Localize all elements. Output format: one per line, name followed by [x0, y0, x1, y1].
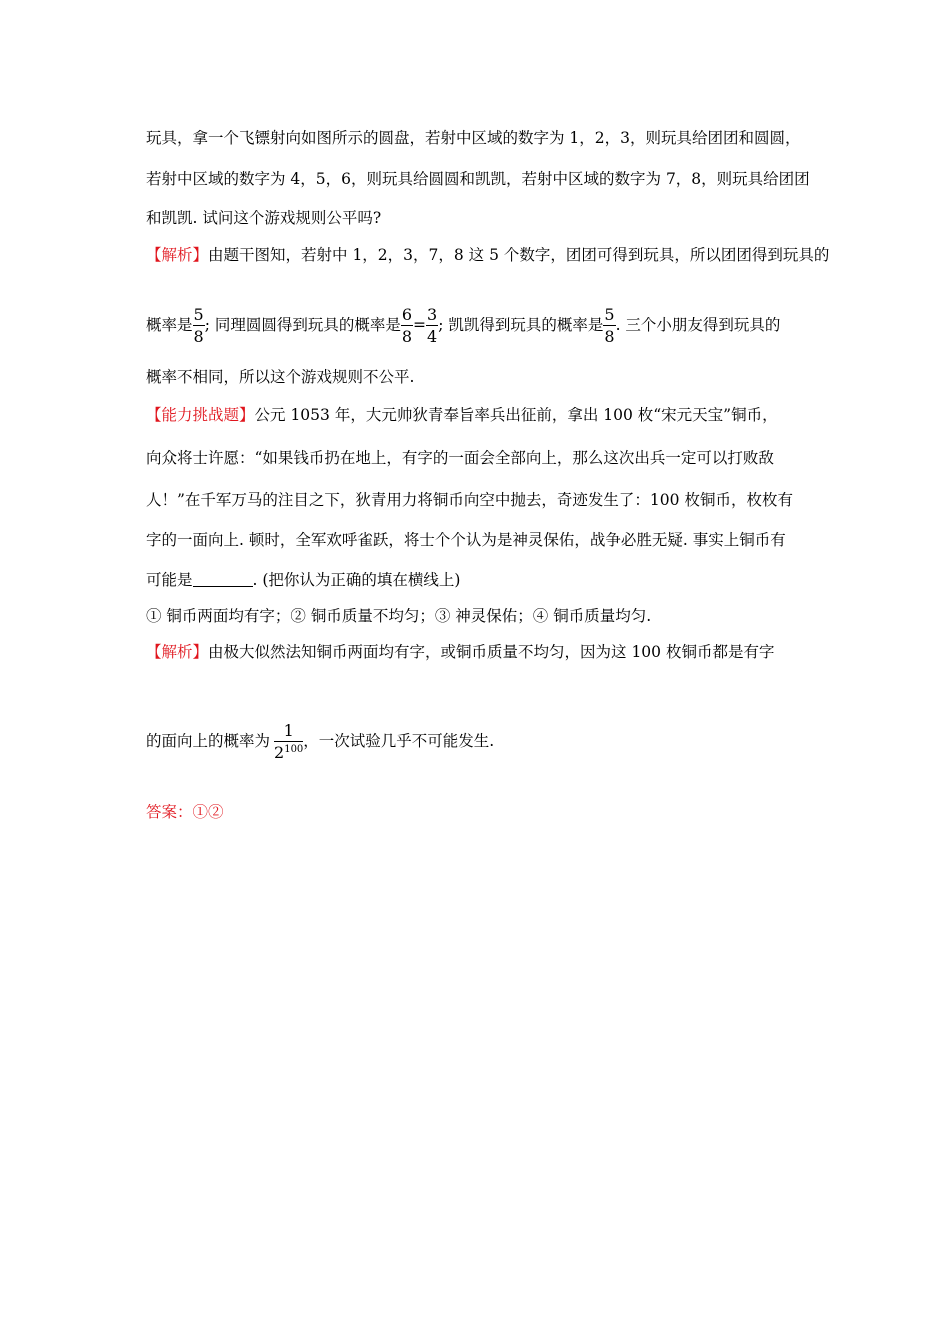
text-run: . 三个小朋友得到玩具的 — [615, 316, 781, 334]
answer-blank — [193, 572, 253, 587]
challenge-line-4: 字的一面向上. 顿时，全军欢呼雀跃，将士个个认为是神灵保佑，战争必胜无疑. 事实上铜币有 — [146, 531, 786, 549]
fraction-numerator: 1 — [274, 723, 303, 742]
challenge-line-1 — [146, 405, 778, 425]
fraction-denominator: 8 — [193, 327, 204, 346]
challenge-tag: 【能力挑战题】 — [146, 406, 255, 424]
text-run: 的面向上的概率为 — [146, 732, 271, 750]
answer-line: 答案：①② — [146, 803, 224, 821]
fraction-numerator: 6 — [401, 305, 413, 324]
solution1-text-1: 由题干图知，若射中 1，2，3，7，8 这 5 个数字，团团可得到玩具，所以团团得到玩具的 — [208, 246, 830, 264]
power-base: 2 — [274, 743, 285, 762]
challenge-text-1: 公元 1053 年，大元帅狄青奉旨率兵出征前，拿出 100 枚“宋元天宝”铜币， — [254, 406, 778, 424]
fraction-5-8 — [193, 307, 205, 345]
solution2-line-2 — [146, 718, 494, 764]
text-run: 可能是 — [146, 571, 193, 589]
power-exponent: 100 — [284, 744, 304, 755]
text-run: ; 同理圆圆得到玩具的概率是 — [204, 316, 401, 334]
text-run: 概率是 — [146, 316, 193, 334]
fraction-3-4 — [426, 307, 438, 345]
solution-tag: 【解析】 — [146, 643, 209, 661]
fraction-denominator — [274, 742, 303, 761]
fraction-6-8 — [401, 307, 413, 345]
fraction-numerator: 5 — [193, 305, 204, 324]
problem-line-3: 和凯凯. 试问这个游戏规则公平吗? — [146, 209, 382, 227]
problem-line-2: 若射中区域的数字为 4，5，6，则玩具给圆圆和凯凯，若射中区域的数字为 7，8，则玩具给团团 — [146, 170, 810, 188]
fraction-denominator: 4 — [427, 327, 438, 346]
challenge-line-5 — [146, 570, 460, 590]
fraction-denominator: 8 — [604, 327, 615, 346]
text-run: ; 凯凯得到玩具的概率是 — [438, 316, 604, 334]
challenge-options: ① 铜币两面均有字；② 铜币质量不均匀；③ 神灵保佑；④ 铜币质量均匀. — [146, 607, 652, 625]
solution2-text-1: 由极大似然法知铜币两面均有字，或铜币质量不均匀，因为这 100 枚铜币都是有字 — [208, 643, 775, 661]
problem-line-1: 玩具，拿一个飞镖射向如图所示的圆盘，若射中区域的数字为 1，2，3，则玩具给团团和圆圆， — [146, 129, 801, 147]
fraction-numerator: 5 — [604, 305, 615, 324]
solution1-line-1 — [146, 245, 829, 265]
solution2-line-1 — [146, 642, 774, 662]
text-run: ，一次试验几乎不可能发生. — [303, 732, 495, 750]
solution1-line-2 — [146, 302, 780, 348]
fraction-numerator: 3 — [427, 305, 438, 324]
solution1-line-3: 概率不相同，所以这个游戏规则不公平. — [146, 368, 415, 386]
fraction-5-8-b — [603, 307, 615, 345]
equals-sign: = — [413, 316, 427, 334]
text-run: . (把你认为正确的填在横线上) — [252, 571, 461, 589]
challenge-line-2: 向众将士许愿：“如果钱币扔在地上，有字的一面会全部向上，那么这次出兵一定可以打败敌 — [146, 449, 774, 467]
fraction-denominator: 8 — [401, 327, 413, 346]
fraction-1-over-2-pow-100 — [274, 723, 303, 761]
solution-tag: 【解析】 — [146, 246, 209, 264]
challenge-line-3: 人！”在千军万马的注目之下，狄青用力将铜币向空中抛去，奇迹发生了：100 枚铜币，枚枚有 — [146, 491, 793, 509]
